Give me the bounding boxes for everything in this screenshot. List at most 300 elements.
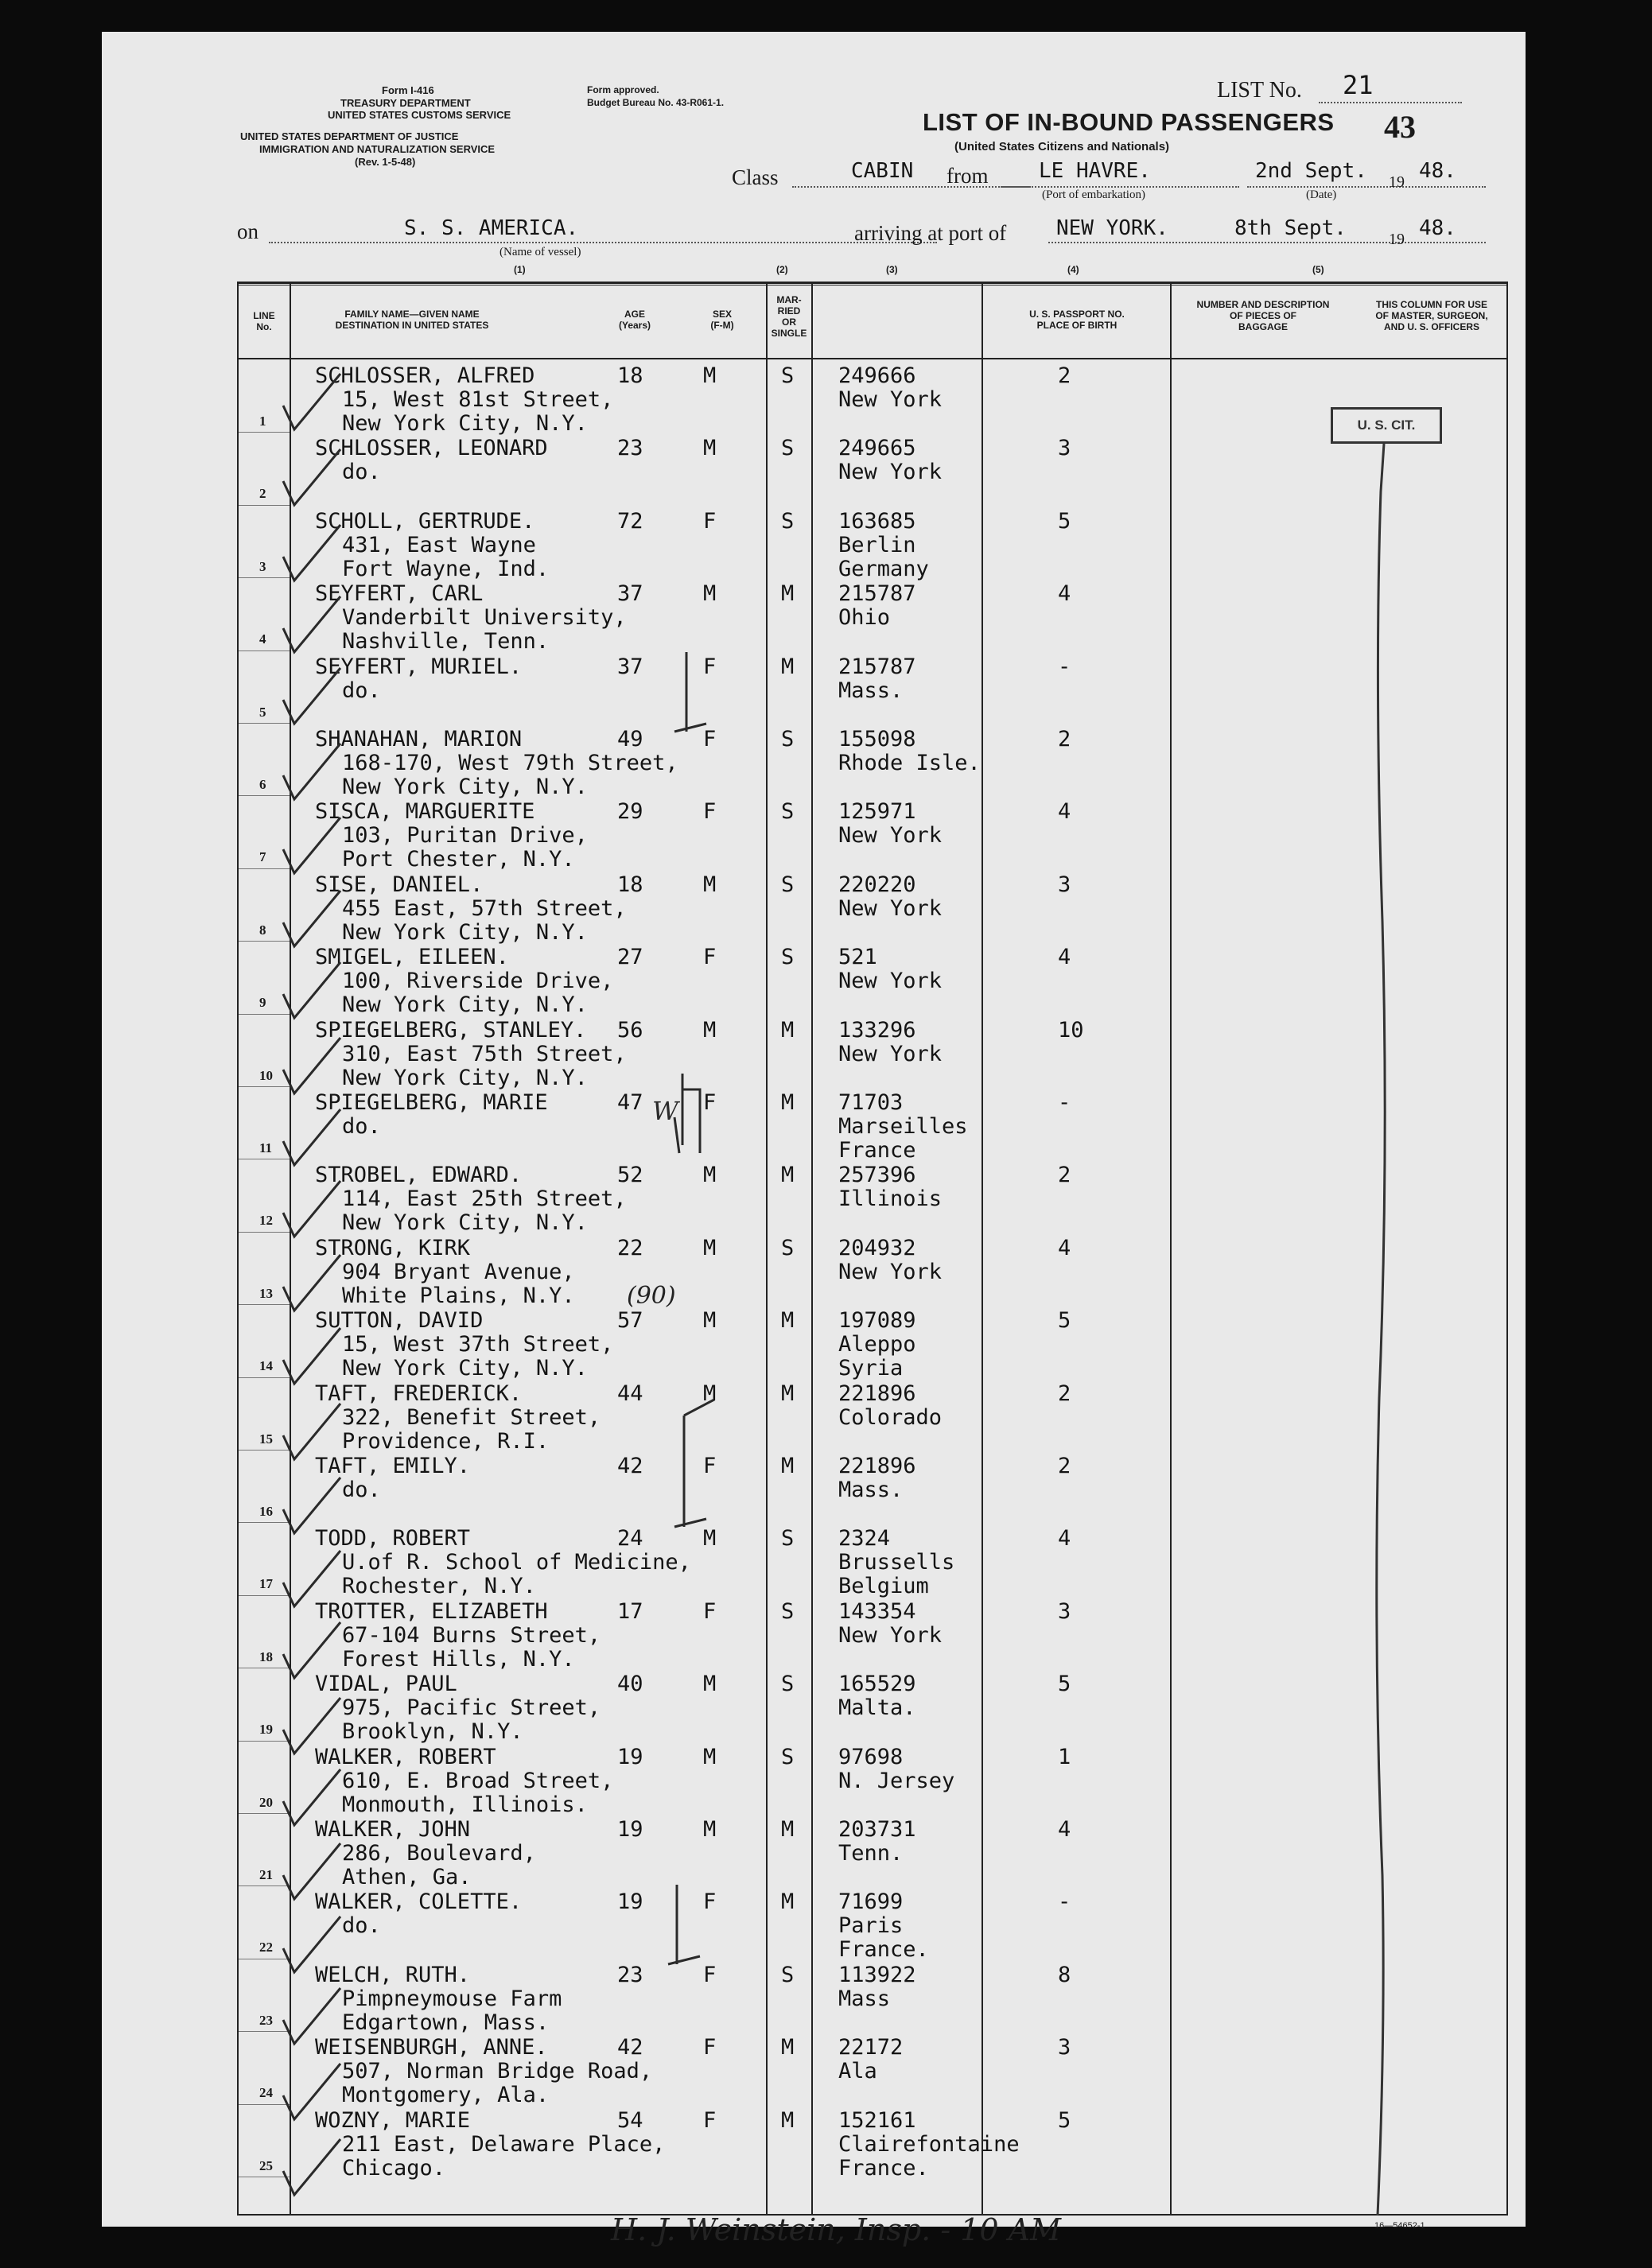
line-number: 10	[259, 1067, 273, 1083]
baggage-count: -	[1058, 1090, 1071, 1115]
arrival-year: 48.	[1419, 216, 1456, 240]
line-number: 14	[259, 1358, 273, 1374]
marital-status: M	[781, 1889, 795, 1915]
age: 56	[617, 1017, 643, 1043]
arrival-port: NEW YORK.	[1056, 216, 1168, 240]
birthplace-1: Paris	[838, 1913, 904, 1939]
passenger-name: TAFT, EMILY.	[315, 1454, 471, 1478]
birthplace-1: New York	[838, 823, 943, 849]
baggage-count: 2	[1058, 727, 1071, 751]
sex: M	[703, 1235, 717, 1260]
circled-note: (90)	[627, 1282, 676, 1310]
marital-status: S	[781, 1962, 795, 1987]
age: 23	[617, 436, 643, 461]
passenger-name: SISE, DANIEL.	[315, 872, 484, 897]
line-number: 2	[259, 486, 266, 502]
col-header-officers: THIS COLUMN FOR USE OF MASTER, SURGEON, AND U. S. OFFICERS	[1375, 299, 1488, 332]
marital-status: M	[781, 1454, 795, 1478]
baggage-count: 4	[1058, 1526, 1071, 1551]
age: 37	[617, 581, 643, 607]
age: 47	[617, 1090, 643, 1115]
address-line-2: White Plains, N.Y.	[342, 1283, 575, 1308]
passport-number: 152161	[838, 2107, 916, 2133]
departure-year: 48.	[1419, 159, 1456, 183]
line-number: 22	[259, 1940, 273, 1955]
age: 22	[617, 1235, 643, 1260]
print-code: 16—54652-1	[1374, 2221, 1425, 2231]
passenger-name: SCHLOSSER, ALFRED	[315, 363, 535, 388]
col-header-passport: U. S. PASSPORT NO. PLACE OF BIRTH	[1029, 309, 1125, 331]
passenger-name: SEYFERT, CARL	[315, 581, 484, 607]
address-line-2: New York City, N.Y.	[342, 1210, 588, 1236]
birthplace-1: Marseilles	[838, 1114, 968, 1139]
list-no-label: LIST No.	[1217, 78, 1302, 103]
passenger-name: WEISENBURGH, ANNE.	[315, 2035, 548, 2060]
sex: M	[703, 436, 717, 461]
sex: F	[703, 727, 717, 751]
col-num-4: (4)	[1067, 264, 1079, 275]
svg-text:W: W	[652, 1096, 678, 1126]
passport-number: 197089	[838, 1308, 916, 1334]
birthplace-1: New York	[838, 969, 943, 994]
line-number: 13	[259, 1285, 273, 1301]
passenger-name: SISCA, MARGUERITE	[315, 799, 535, 825]
year-prefix-arrival: 19	[1389, 231, 1405, 248]
passport-number: 249665	[838, 436, 916, 461]
marital-status: S	[781, 945, 795, 970]
marital-status: S	[781, 436, 795, 461]
passenger-name: SPIEGELBERG, MARIE	[315, 1090, 548, 1115]
col-num-1: (1)	[514, 264, 526, 275]
sex: M	[703, 1817, 717, 1842]
baggage-count: 4	[1058, 945, 1071, 970]
line-number: 21	[259, 1867, 273, 1882]
address-line-1: 322, Benefit Street,	[342, 1404, 601, 1430]
birthplace-1: N. Jersey	[838, 1768, 955, 1793]
passenger-name: SUTTON, DAVID	[315, 1308, 484, 1334]
line-number: 23	[259, 2012, 273, 2028]
address-line-1: do.	[342, 460, 381, 485]
age: 37	[617, 654, 643, 679]
passport-number: 165529	[838, 1672, 916, 1697]
inspector-signature: H. J. Weinstein, Insp. - 10 AM	[611, 2212, 1062, 2247]
port-embarkation: LE HAVRE.	[1039, 159, 1151, 183]
marital-status: S	[781, 799, 795, 825]
address-line-1: do.	[342, 1114, 381, 1139]
line-number: 6	[259, 777, 266, 792]
col-num-3: (3)	[886, 264, 898, 275]
sex: M	[703, 872, 717, 897]
line-number: 5	[259, 704, 266, 720]
form-approved: Form approved.	[587, 84, 659, 95]
passport-number: 125971	[838, 799, 916, 825]
birthplace-1: Mass.	[838, 678, 904, 703]
birthplace-1: Mass	[838, 1986, 891, 2011]
marital-status: M	[781, 581, 795, 607]
passenger-name: VIDAL, PAUL	[315, 1672, 457, 1697]
address-line-2: Edgartown, Mass.	[342, 2010, 550, 2035]
marital-status: M	[781, 1090, 795, 1115]
age: 49	[617, 727, 643, 751]
address-line-2: New York City, N.Y.	[342, 411, 588, 436]
line-number: 15	[259, 1431, 273, 1447]
passport-number: 97698	[838, 1744, 904, 1769]
address-line-2: Forest Hills, N.Y.	[342, 1646, 575, 1672]
sex: M	[703, 1381, 717, 1406]
address-line-1: 286, Boulevard,	[342, 1841, 536, 1866]
address-line-2: Brooklyn, N.Y.	[342, 1719, 523, 1745]
passport-number: 521	[838, 945, 877, 970]
sex: F	[703, 1454, 717, 1478]
address-line-1: 211 East, Delaware Place,	[342, 2131, 666, 2157]
passenger-name: WALKER, JOHN	[315, 1817, 471, 1842]
year-prefix: 19	[1389, 173, 1405, 191]
line-number: 8	[259, 922, 266, 938]
birthplace-1: New York	[838, 1041, 943, 1066]
passport-number: 249666	[838, 363, 916, 388]
address-line-1: 455 East, 57th Street,	[342, 895, 627, 921]
passport-number: 221896	[838, 1381, 916, 1406]
age: 18	[617, 872, 643, 897]
address-line-2: Providence, R.I.	[342, 1428, 550, 1454]
baggage-count: 5	[1058, 1308, 1071, 1334]
sex: F	[703, 945, 717, 970]
marital-status: S	[781, 727, 795, 751]
passport-number: 71703	[838, 1090, 904, 1115]
passenger-name: TAFT, FREDERICK.	[315, 1381, 523, 1406]
baggage-count: 8	[1058, 1962, 1071, 1987]
address-line-2: Port Chester, N.Y.	[342, 847, 575, 872]
address-line-1: 67-104 Burns Street,	[342, 1622, 601, 1648]
line-number: 18	[259, 1649, 273, 1664]
arriving-label: arriving at port of	[854, 221, 1007, 245]
sex: F	[703, 1889, 717, 1915]
birthplace-1: New York	[838, 1622, 943, 1648]
baggage-count: 5	[1058, 508, 1071, 534]
baggage-count: 4	[1058, 1235, 1071, 1260]
baggage-count: 2	[1058, 1163, 1071, 1188]
address-line-1: 103, Puritan Drive,	[342, 823, 588, 849]
baggage-count: 2	[1058, 1381, 1071, 1406]
arrival-date: 8th Sept.	[1234, 216, 1347, 240]
address-line-1: U.of R. School of Medicine,	[342, 1550, 691, 1575]
passport-number: 215787	[838, 581, 916, 607]
passport-number: 257396	[838, 1163, 916, 1188]
birthplace-1: Colorado	[838, 1404, 943, 1430]
birthplace-1: Berlin	[838, 532, 916, 557]
baggage-count: 3	[1058, 1598, 1071, 1624]
line-number: 25	[259, 2157, 273, 2173]
birthplace-1: Brussells	[838, 1550, 955, 1575]
birthplace-1: Ala	[838, 2059, 877, 2084]
birthplace-2: France	[838, 1138, 916, 1163]
address-line-2: Chicago.	[342, 2155, 446, 2181]
check-marks	[102, 32, 1526, 2227]
address-line-1: do.	[342, 1913, 381, 1939]
age: 24	[617, 1526, 643, 1551]
age: 57	[617, 1308, 643, 1334]
age: 18	[617, 363, 643, 388]
sex: M	[703, 363, 717, 388]
birthplace-1: Ohio	[838, 605, 891, 631]
sex: F	[703, 654, 717, 679]
col-header-married: MAR- RIED OR SINGLE	[771, 294, 807, 339]
baggage-count: 4	[1058, 581, 1071, 607]
passport-number: 143354	[838, 1598, 916, 1624]
passenger-name: TODD, ROBERT	[315, 1526, 471, 1551]
age: 44	[617, 1381, 643, 1406]
baggage-count: 5	[1058, 1672, 1071, 1697]
address-line-2: New York City, N.Y.	[342, 992, 588, 1018]
marital-status: M	[781, 1163, 795, 1188]
marital-status: S	[781, 872, 795, 897]
list-no: 21	[1343, 70, 1374, 100]
sex: M	[703, 1744, 717, 1769]
passenger-name: TROTTER, ELIZABETH	[315, 1598, 548, 1624]
address-line-2: New York City, N.Y.	[342, 919, 588, 945]
baggage-count: 3	[1058, 436, 1071, 461]
col-num-2: (2)	[776, 264, 788, 275]
justice-dept: UNITED STATES DEPARTMENT OF JUSTICE	[240, 130, 459, 142]
address-line-2: Rochester, N.Y.	[342, 1574, 536, 1599]
birthplace-2: France.	[838, 2155, 929, 2181]
passenger-name: STRONG, KIRK	[315, 1235, 471, 1260]
birthplace-1: Aleppo	[838, 1332, 916, 1357]
on-label: on	[237, 219, 258, 243]
birthplace-2: Germany	[838, 556, 929, 581]
marital-status: S	[781, 1672, 795, 1697]
marital-status: M	[781, 2035, 795, 2060]
vessel-name: S. S. AMERICA.	[404, 216, 579, 240]
age: 40	[617, 1672, 643, 1697]
baggage-count: 4	[1058, 1817, 1071, 1842]
marital-status: M	[781, 1381, 795, 1406]
passenger-name: WELCH, RUTH.	[315, 1962, 471, 1987]
class-label: Class	[732, 165, 779, 189]
birthplace-1: Illinois	[838, 1186, 943, 1212]
address-line-1: 904 Bryant Avenue,	[342, 1259, 575, 1284]
age: 54	[617, 2107, 643, 2133]
birthplace-1: Clairefontaine	[838, 2131, 1020, 2157]
marital-status: S	[781, 363, 795, 388]
us-citizen-stamp: U. S. CIT.	[1331, 407, 1442, 444]
passenger-name: SEYFERT, MURIEL.	[315, 654, 523, 679]
birthplace-1: New York	[838, 387, 943, 412]
departure-date: 2nd Sept.	[1255, 159, 1367, 183]
birthplace-1: Mass.	[838, 1478, 904, 1502]
address-line-2: Montgomery, Ala.	[342, 2083, 550, 2108]
passenger-name: SCHLOSSER, LEONARD	[315, 436, 548, 461]
baggage-count: -	[1058, 1889, 1071, 1915]
marital-status: S	[781, 1526, 795, 1551]
address-line-1: do.	[342, 1478, 381, 1502]
address-line-1: 114, East 25th Street,	[342, 1186, 627, 1212]
baggage-count: 10	[1058, 1017, 1084, 1043]
address-line-1: 168-170, West 79th Street,	[342, 751, 678, 775]
vessel-caption: (Name of vessel)	[499, 246, 581, 258]
passenger-name: SMIGEL, EILEEN.	[315, 945, 509, 970]
line-number: 20	[259, 1794, 273, 1810]
marital-status: M	[781, 654, 795, 679]
marital-status: S	[781, 1744, 795, 1769]
marital-status: M	[781, 1308, 795, 1334]
sex: F	[703, 799, 717, 825]
treasury-dept: TREASURY DEPARTMENT	[340, 97, 471, 109]
age: 23	[617, 1962, 643, 1987]
baggage-count: -	[1058, 654, 1071, 679]
form-sheet	[102, 32, 1526, 2247]
customs-service: UNITED STATES CUSTOMS SERVICE	[328, 109, 511, 121]
sex: M	[703, 1308, 717, 1334]
baggage-count: 3	[1058, 2035, 1071, 2060]
sex: F	[703, 1090, 717, 1115]
passenger-name: WOZNY, MARIE	[315, 2107, 471, 2133]
passport-number: 71699	[838, 1889, 904, 1915]
age: 29	[617, 799, 643, 825]
passport-number: 215787	[838, 654, 916, 679]
birthplace-1: Tenn.	[838, 1841, 904, 1866]
line-number: 24	[259, 2085, 273, 2101]
birthplace-2: France.	[838, 1937, 929, 1963]
baggage-count: 2	[1058, 363, 1071, 388]
passenger-name: WALKER, ROBERT	[315, 1744, 496, 1769]
baggage-count: 5	[1058, 2107, 1071, 2133]
age: 17	[617, 1598, 643, 1624]
passport-number: 133296	[838, 1017, 916, 1043]
class-value: CABIN	[851, 159, 914, 183]
age: 27	[617, 945, 643, 970]
address-line-1: 431, East Wayne	[342, 532, 536, 557]
passport-number: 204932	[838, 1235, 916, 1260]
line-number: 11	[259, 1140, 273, 1155]
passport-number: 2324	[838, 1526, 891, 1551]
age: 42	[617, 2035, 643, 2060]
passport-number: 113922	[838, 1962, 916, 1987]
line-number: 3	[259, 558, 266, 574]
passport-number: 220220	[838, 872, 916, 897]
age: 42	[617, 1454, 643, 1478]
address-line-1: Pimpneymouse Farm	[342, 1986, 562, 2011]
sex: M	[703, 1163, 717, 1188]
line-number: 1	[259, 414, 266, 429]
birthplace-1: Malta.	[838, 1695, 916, 1721]
baggage-count: 3	[1058, 872, 1071, 897]
birthplace-1: New York	[838, 895, 943, 921]
address-line-2: Fort Wayne, Ind.	[342, 556, 550, 581]
age: 19	[617, 1817, 643, 1842]
address-line-2: Monmouth, Illinois.	[342, 1792, 588, 1817]
passenger-name: STROBEL, EDWARD.	[315, 1163, 523, 1188]
marital-status: M	[781, 2107, 795, 2133]
port-embark-caption: (Port of embarkation)	[1042, 188, 1145, 201]
address-line-2: New York City, N.Y.	[342, 775, 588, 799]
birthplace-2: Syria	[838, 1356, 904, 1381]
marital-status: M	[781, 1017, 795, 1043]
sex: M	[703, 1672, 717, 1697]
revision: (Rev. 1-5-48)	[355, 156, 416, 168]
age: 52	[617, 1163, 643, 1188]
birthplace-1: New York	[838, 1259, 943, 1284]
budget-bureau: Budget Bureau No. 43-R061-1.	[587, 97, 725, 108]
address-line-2: New York City, N.Y.	[342, 1065, 588, 1090]
date-caption: (Date)	[1306, 188, 1337, 201]
address-line-1: 507, Norman Bridge Road,	[342, 2059, 653, 2084]
address-line-1: Vanderbilt University,	[342, 605, 627, 631]
address-line-2: New York City, N.Y.	[342, 1356, 588, 1381]
baggage-count: 4	[1058, 799, 1071, 825]
ins-service: IMMIGRATION AND NATURALIZATION SERVICE	[259, 143, 496, 155]
birthplace-2: Belgium	[838, 1574, 929, 1599]
marital-status: S	[781, 1598, 795, 1624]
birthplace-1: Rhode Isle.	[838, 751, 981, 775]
address-line-1: 15, West 37th Street,	[342, 1332, 614, 1357]
passport-number: 163685	[838, 508, 916, 534]
col-header-baggage: NUMBER AND DESCRIPTION OF PIECES OF BAGGAGE	[1196, 299, 1330, 332]
page-number: 43	[1384, 109, 1416, 145]
passenger-name: SCHOLL, GERTRUDE.	[315, 508, 535, 534]
line-number: 7	[259, 849, 266, 865]
col-header-line: LINE No.	[253, 310, 275, 332]
address-line-1: 15, West 81st Street,	[342, 387, 614, 412]
passport-number: 22172	[838, 2035, 904, 2060]
form-subtitle: (United States Citizens and Nationals)	[954, 140, 1170, 153]
form-id: Form I-416	[382, 84, 434, 96]
address-line-1: 100, Riverside Drive,	[342, 969, 614, 994]
passenger-name: SPIEGELBERG, STANLEY.	[315, 1017, 587, 1043]
passport-number: 155098	[838, 727, 916, 751]
col-header-sex: SEX (F-M)	[710, 309, 734, 331]
address-line-1: 610, E. Broad Street,	[342, 1768, 614, 1793]
form-title: LIST OF IN-BOUND PASSENGERS	[923, 108, 1335, 136]
sex: F	[703, 1962, 717, 1987]
line-number: 16	[259, 1504, 273, 1519]
marital-status: S	[781, 508, 795, 534]
passenger-name: WALKER, COLETTE.	[315, 1889, 523, 1915]
line-number: 12	[259, 1213, 273, 1229]
age: 19	[617, 1889, 643, 1915]
baggage-count: 1	[1058, 1744, 1071, 1769]
sex: M	[703, 581, 717, 607]
sex: F	[703, 2107, 717, 2133]
baggage-count: 2	[1058, 1454, 1071, 1478]
address-line-1: 310, East 75th Street,	[342, 1041, 627, 1066]
col-header-name: FAMILY NAME—GIVEN NAME DESTINATION IN UNITED STATES	[335, 309, 489, 331]
sex: F	[703, 2035, 717, 2060]
col-header-age: AGE (Years)	[618, 309, 651, 331]
sex: F	[703, 1598, 717, 1624]
marital-status: M	[781, 1817, 795, 1842]
line-number: 9	[259, 995, 266, 1011]
line-number: 19	[259, 1722, 273, 1738]
passport-number: 221896	[838, 1454, 916, 1478]
sex: F	[703, 508, 717, 534]
age: 72	[617, 508, 643, 534]
birthplace-1: New York	[838, 460, 943, 485]
age: 19	[617, 1744, 643, 1769]
passenger-name: SHANAHAN, MARION	[315, 727, 523, 751]
col-num-5: (5)	[1312, 264, 1324, 275]
address-line-1: do.	[342, 678, 381, 703]
passport-number: 203731	[838, 1817, 916, 1842]
address-line-2: Nashville, Tenn.	[342, 629, 550, 654]
line-number: 17	[259, 1576, 273, 1592]
from-label: from	[946, 164, 989, 188]
sex: M	[703, 1526, 717, 1551]
sex: M	[703, 1017, 717, 1043]
line-number: 4	[259, 631, 266, 647]
address-line-1: 975, Pacific Street,	[342, 1695, 601, 1721]
marital-status: S	[781, 1235, 795, 1260]
